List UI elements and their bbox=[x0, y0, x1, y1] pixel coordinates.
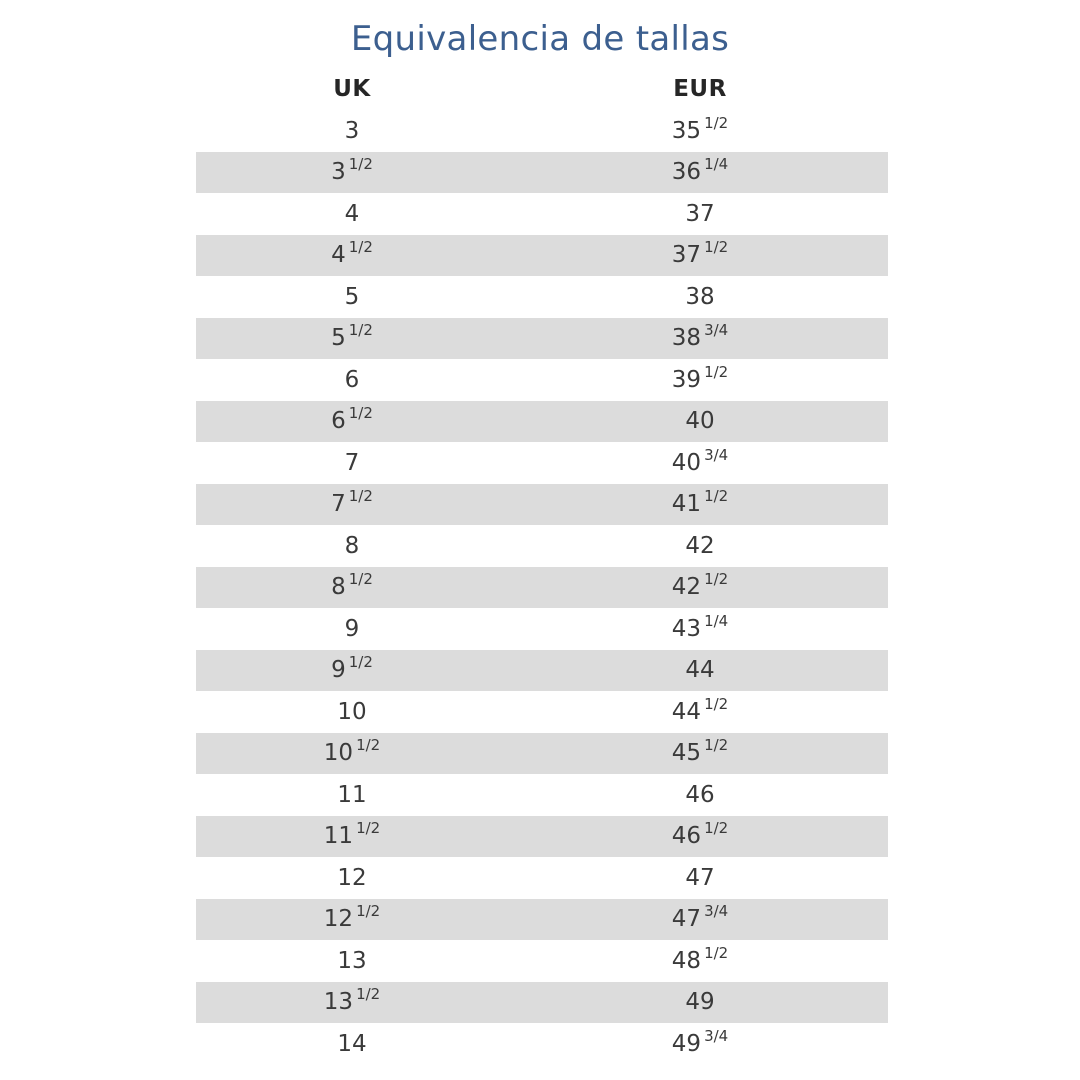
uk-cell bbox=[252, 567, 452, 609]
eur-cell bbox=[596, 235, 804, 277]
eur-cell bbox=[596, 110, 804, 152]
eur-cell bbox=[596, 484, 804, 526]
eur-size-fraction: 3/4 bbox=[704, 1026, 729, 1045]
uk-size-fraction: 1/2 bbox=[348, 653, 373, 672]
uk-size-whole: 3 bbox=[331, 159, 346, 186]
eur-size-whole: 49 bbox=[685, 989, 715, 1016]
table-row bbox=[196, 816, 888, 858]
eur-size-fraction: 1/2 bbox=[704, 570, 729, 589]
eur-size-whole: 48 bbox=[671, 947, 702, 974]
eur-size-whole: 49 bbox=[671, 1030, 702, 1057]
eur-cell bbox=[596, 608, 804, 650]
uk-cell bbox=[252, 940, 452, 982]
eur-size-whole: 35 bbox=[671, 117, 702, 144]
uk-size bbox=[337, 865, 366, 891]
eur-cell bbox=[596, 276, 804, 318]
uk-size bbox=[331, 155, 373, 186]
uk-size-whole: 7 bbox=[344, 449, 360, 476]
eur-cell bbox=[596, 691, 804, 733]
eur-size bbox=[685, 782, 714, 808]
eur-size-whole: 36 bbox=[671, 159, 702, 186]
uk-cell bbox=[252, 816, 452, 858]
uk-size bbox=[323, 819, 381, 850]
eur-size-whole: 40 bbox=[685, 408, 715, 435]
eur-cell bbox=[596, 733, 804, 775]
eur-size bbox=[685, 989, 714, 1015]
eur-size-fraction: 1/2 bbox=[704, 694, 729, 713]
eur-cell bbox=[596, 152, 804, 194]
uk-size bbox=[345, 616, 360, 642]
eur-size bbox=[671, 155, 729, 186]
uk-cell bbox=[252, 110, 452, 152]
uk-size-whole: 8 bbox=[331, 574, 346, 601]
eur-size bbox=[671, 570, 729, 601]
eur-size-fraction: 1/2 bbox=[704, 819, 729, 838]
eur-size bbox=[685, 408, 714, 434]
table-row bbox=[196, 1023, 888, 1065]
table-row bbox=[196, 567, 888, 609]
eur-size-whole: 39 bbox=[671, 366, 702, 393]
eur-cell bbox=[596, 442, 804, 484]
uk-size-fraction: 1/2 bbox=[356, 985, 381, 1004]
table-row bbox=[196, 857, 888, 899]
page-title: Equivalencia de tallas bbox=[350, 19, 730, 59]
eur-size-whole: 47 bbox=[685, 864, 715, 891]
table-row bbox=[196, 774, 888, 816]
eur-size bbox=[671, 819, 729, 850]
eur-size-whole: 45 bbox=[671, 740, 702, 767]
uk-size bbox=[323, 902, 381, 933]
uk-size-whole: 10 bbox=[323, 740, 354, 767]
uk-size bbox=[337, 699, 366, 725]
uk-size-whole: 14 bbox=[337, 1030, 367, 1057]
uk-cell bbox=[252, 899, 452, 941]
uk-size-whole: 13 bbox=[337, 947, 367, 974]
eur-cell bbox=[596, 650, 804, 692]
table-row bbox=[196, 193, 888, 235]
table-row bbox=[196, 940, 888, 982]
table-row bbox=[196, 982, 888, 1024]
eur-cell bbox=[596, 193, 804, 235]
uk-size-fraction: 1/2 bbox=[348, 487, 373, 506]
uk-size-whole: 6 bbox=[331, 408, 346, 435]
eur-size-fraction: 1/2 bbox=[704, 736, 729, 755]
uk-size bbox=[345, 450, 360, 476]
uk-size bbox=[331, 570, 373, 601]
uk-cell bbox=[252, 733, 452, 775]
table-row bbox=[196, 318, 888, 360]
table-header bbox=[196, 68, 888, 110]
uk-cell bbox=[252, 442, 452, 484]
eur-cell bbox=[596, 567, 804, 609]
eur-size-whole: 46 bbox=[671, 823, 702, 850]
eur-size bbox=[671, 736, 729, 767]
uk-size-whole: 6 bbox=[344, 366, 360, 393]
header-eur-label: EUR bbox=[673, 76, 727, 102]
header-uk-label: UK bbox=[333, 76, 371, 102]
table-row bbox=[196, 691, 888, 733]
uk-cell bbox=[252, 276, 452, 318]
eur-size-fraction: 1/2 bbox=[704, 362, 729, 381]
uk-size-whole: 9 bbox=[331, 657, 346, 684]
eur-size-whole: 38 bbox=[685, 283, 715, 310]
uk-cell bbox=[252, 401, 452, 443]
eur-size bbox=[671, 113, 729, 144]
eur-size-whole: 40 bbox=[671, 449, 702, 476]
uk-cell bbox=[252, 982, 452, 1024]
uk-cell bbox=[252, 484, 452, 526]
eur-size bbox=[685, 865, 714, 891]
eur-size-whole: 46 bbox=[685, 781, 715, 808]
uk-cell bbox=[252, 318, 452, 360]
uk-size bbox=[345, 533, 360, 559]
uk-size-fraction: 1/2 bbox=[356, 736, 381, 755]
eur-size-fraction: 1/2 bbox=[704, 487, 729, 506]
eur-size-fraction: 1/2 bbox=[704, 113, 729, 132]
eur-size bbox=[685, 657, 714, 683]
eur-size bbox=[685, 284, 714, 310]
table-row bbox=[196, 442, 888, 484]
table-row bbox=[196, 650, 888, 692]
uk-cell bbox=[252, 1023, 452, 1065]
eur-size-whole: 37 bbox=[671, 242, 702, 269]
uk-size-fraction: 1/2 bbox=[348, 238, 373, 257]
uk-size bbox=[331, 653, 373, 684]
uk-size bbox=[345, 201, 360, 227]
table-row bbox=[196, 110, 888, 152]
uk-size bbox=[337, 782, 366, 808]
table-row bbox=[196, 235, 888, 277]
eur-cell bbox=[596, 318, 804, 360]
eur-cell bbox=[596, 982, 804, 1024]
eur-size bbox=[671, 943, 729, 974]
uk-size bbox=[331, 404, 373, 435]
table-row bbox=[196, 899, 888, 941]
eur-size-whole: 41 bbox=[671, 491, 702, 518]
uk-size bbox=[337, 948, 366, 974]
eur-size-whole: 42 bbox=[685, 532, 715, 559]
uk-size-fraction: 1/2 bbox=[348, 321, 373, 340]
eur-size bbox=[671, 238, 729, 269]
eur-size-fraction: 3/4 bbox=[704, 902, 729, 921]
uk-size-whole: 10 bbox=[337, 698, 367, 725]
uk-size bbox=[345, 118, 360, 144]
uk-cell bbox=[252, 774, 452, 816]
eur-size-whole: 43 bbox=[671, 615, 702, 642]
eur-size-fraction: 1/2 bbox=[704, 238, 729, 257]
uk-cell bbox=[252, 857, 452, 899]
uk-size-whole: 8 bbox=[344, 532, 360, 559]
uk-size bbox=[331, 238, 373, 269]
eur-size bbox=[671, 445, 729, 476]
eur-size-fraction: 3/4 bbox=[704, 321, 729, 340]
eur-size-fraction: 1/4 bbox=[704, 155, 729, 174]
eur-cell bbox=[596, 1023, 804, 1065]
uk-size-whole: 13 bbox=[323, 989, 354, 1016]
uk-size-whole: 4 bbox=[344, 200, 360, 227]
eur-size-whole: 42 bbox=[671, 574, 702, 601]
header-cell-uk bbox=[252, 68, 452, 110]
table-row bbox=[196, 525, 888, 567]
uk-cell bbox=[252, 359, 452, 401]
eur-size-whole: 44 bbox=[671, 698, 702, 725]
uk-size bbox=[337, 1031, 366, 1057]
eur-cell bbox=[596, 816, 804, 858]
eur-size-whole: 47 bbox=[671, 906, 702, 933]
table-row bbox=[196, 401, 888, 443]
uk-size-whole: 7 bbox=[331, 491, 346, 518]
table-row bbox=[196, 152, 888, 194]
uk-cell bbox=[252, 650, 452, 692]
uk-size-fraction: 1/2 bbox=[348, 404, 373, 423]
table-row bbox=[196, 276, 888, 318]
table-row bbox=[196, 733, 888, 775]
uk-cell bbox=[252, 525, 452, 567]
uk-size-fraction: 1/2 bbox=[356, 819, 381, 838]
eur-size bbox=[685, 201, 714, 227]
eur-cell bbox=[596, 899, 804, 941]
eur-size bbox=[671, 1026, 729, 1057]
uk-size bbox=[345, 284, 360, 310]
eur-cell bbox=[596, 525, 804, 567]
eur-cell bbox=[596, 359, 804, 401]
uk-cell bbox=[252, 152, 452, 194]
uk-size bbox=[323, 985, 381, 1016]
eur-cell bbox=[596, 401, 804, 443]
uk-size-whole: 12 bbox=[323, 906, 354, 933]
table-row bbox=[196, 359, 888, 401]
uk-cell bbox=[252, 608, 452, 650]
eur-size bbox=[671, 694, 729, 725]
uk-size-whole: 4 bbox=[331, 242, 346, 269]
eur-size bbox=[671, 611, 729, 642]
uk-size-whole: 11 bbox=[337, 781, 367, 808]
uk-cell bbox=[252, 235, 452, 277]
uk-size bbox=[323, 736, 381, 767]
uk-size-whole: 3 bbox=[344, 117, 360, 144]
uk-size bbox=[331, 487, 373, 518]
eur-size-whole: 38 bbox=[671, 325, 702, 352]
uk-size-fraction: 1/2 bbox=[356, 902, 381, 921]
uk-size bbox=[345, 367, 360, 393]
uk-size-whole: 11 bbox=[323, 823, 354, 850]
size-table bbox=[196, 68, 888, 1065]
table-body bbox=[196, 110, 888, 1065]
uk-size-whole: 5 bbox=[331, 325, 346, 352]
uk-cell bbox=[252, 691, 452, 733]
uk-size bbox=[331, 321, 373, 352]
eur-size-whole: 44 bbox=[685, 657, 715, 684]
eur-cell bbox=[596, 857, 804, 899]
eur-size bbox=[685, 533, 714, 559]
eur-cell bbox=[596, 774, 804, 816]
eur-size bbox=[671, 902, 729, 933]
table-row bbox=[196, 484, 888, 526]
uk-size-whole: 9 bbox=[344, 615, 360, 642]
eur-size-fraction: 3/4 bbox=[704, 445, 729, 464]
uk-size-whole: 5 bbox=[344, 283, 360, 310]
eur-size bbox=[671, 487, 729, 518]
uk-size-fraction: 1/2 bbox=[348, 570, 373, 589]
eur-size-whole: 37 bbox=[685, 200, 715, 227]
uk-cell bbox=[252, 193, 452, 235]
table-row bbox=[196, 608, 888, 650]
eur-size-fraction: 1/2 bbox=[704, 943, 729, 962]
eur-size bbox=[671, 321, 729, 352]
eur-size bbox=[671, 362, 729, 393]
header-cell-eur bbox=[596, 68, 804, 110]
eur-cell bbox=[596, 940, 804, 982]
uk-size-fraction: 1/2 bbox=[348, 155, 373, 174]
eur-size-fraction: 1/4 bbox=[704, 611, 729, 630]
uk-size-whole: 12 bbox=[337, 864, 367, 891]
